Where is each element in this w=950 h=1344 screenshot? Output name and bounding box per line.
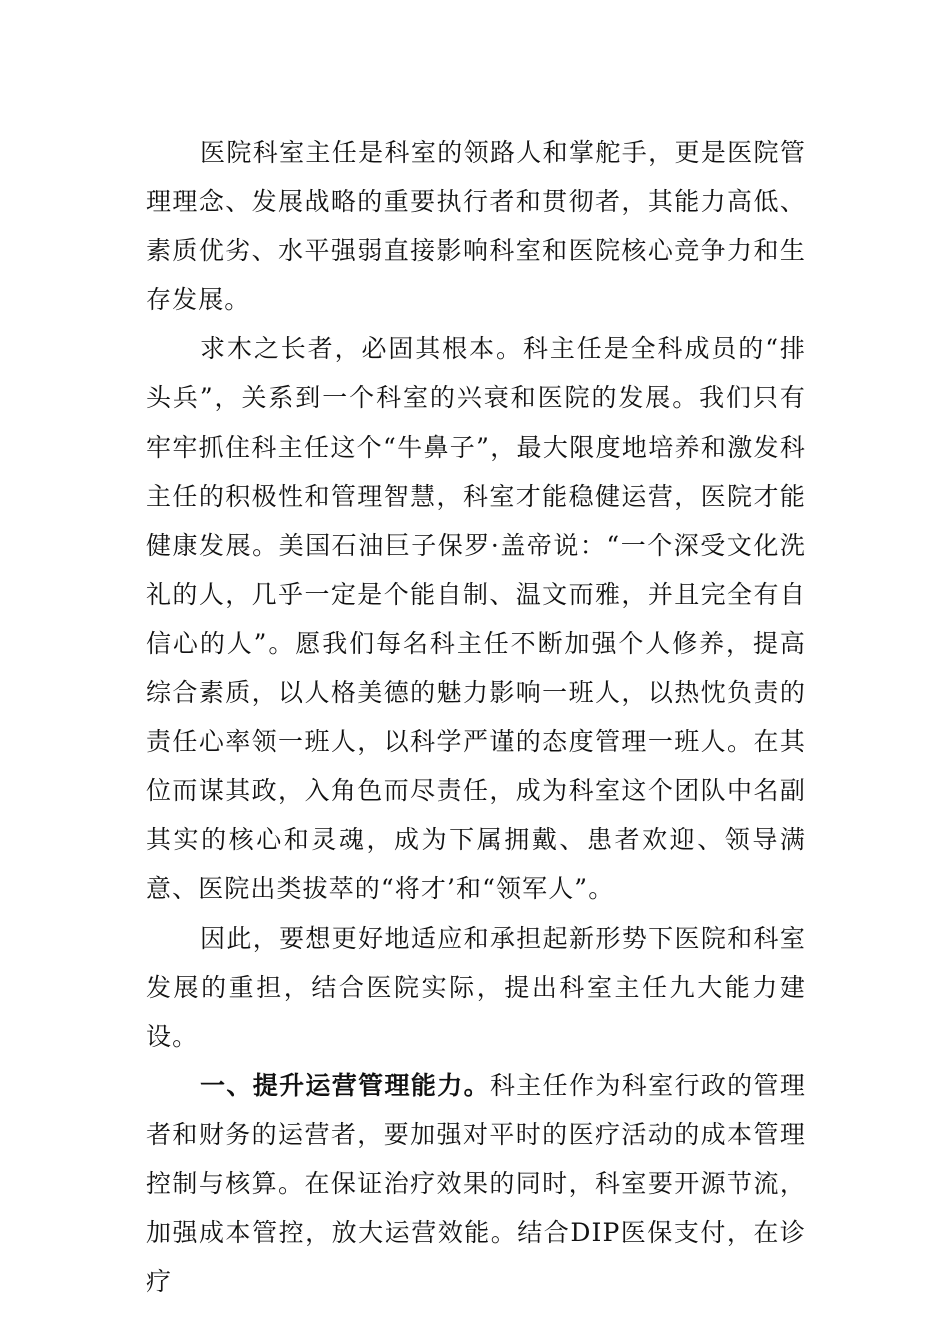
body-text — [146, 128, 806, 1306]
paragraph-intro: 医院科室主任是科室的领路人和掌舵手，更是医院管理理念、发展战略的重要执行者和贯彻者，其能力高低、素质优劣、水平强弱直接影响科室和医院核心竞争力和生存发展。 — [146, 138, 806, 315]
paragraph-root: 求木之长者，必固其根本。科主任是全科成员的“排头兵”，关系到一个科室的兴衰和医院的发展。我们只有牢牢抓住科主任这个“牛鼻子”，最大限度地培养和激发科主任的积极性和管理智慧，科室才能稳健运营，医院才能健康发展。美国石油巨子保罗·盖帝说：“一个深受文化洗礼的人，几乎一定是个能自制、温文而雅，并且完全有自信心的人”。愿我们每名科主任不断加强个人修养，提高综合素质，以人格美德的魅力影响一班人，以热忱负责的责任心率领一班人，以科学严谨的态度管理一班人。在其位而谋其政，入角色而尽责任，成为科室这个团队中名副其实的核心和灵魂，成为下属拥戴、患者欢迎、领导满意、医院出类拔萃的“将才’和“领军人”。 — [146, 334, 806, 904]
section-one-text: 科主任作为科室行政的管理者和财务的运营者，要加强对平时的医疗活动的成本管理控制与核算。在保证治疗效果的同时，科室要开源节流，加强成本管控，放大运营效能。结合DIP医保支付，在诊疗 — [146, 1070, 806, 1297]
paragraph-therefore: 因此，要想更好地适应和承担起新形势下医院和科室发展的重担，结合医院实际，提出科室主任九大能力建设。 — [146, 923, 806, 1051]
paragraph-section-one — [146, 1061, 806, 1306]
section-heading: 一、提升运营管理能力。 — [200, 1070, 490, 1100]
